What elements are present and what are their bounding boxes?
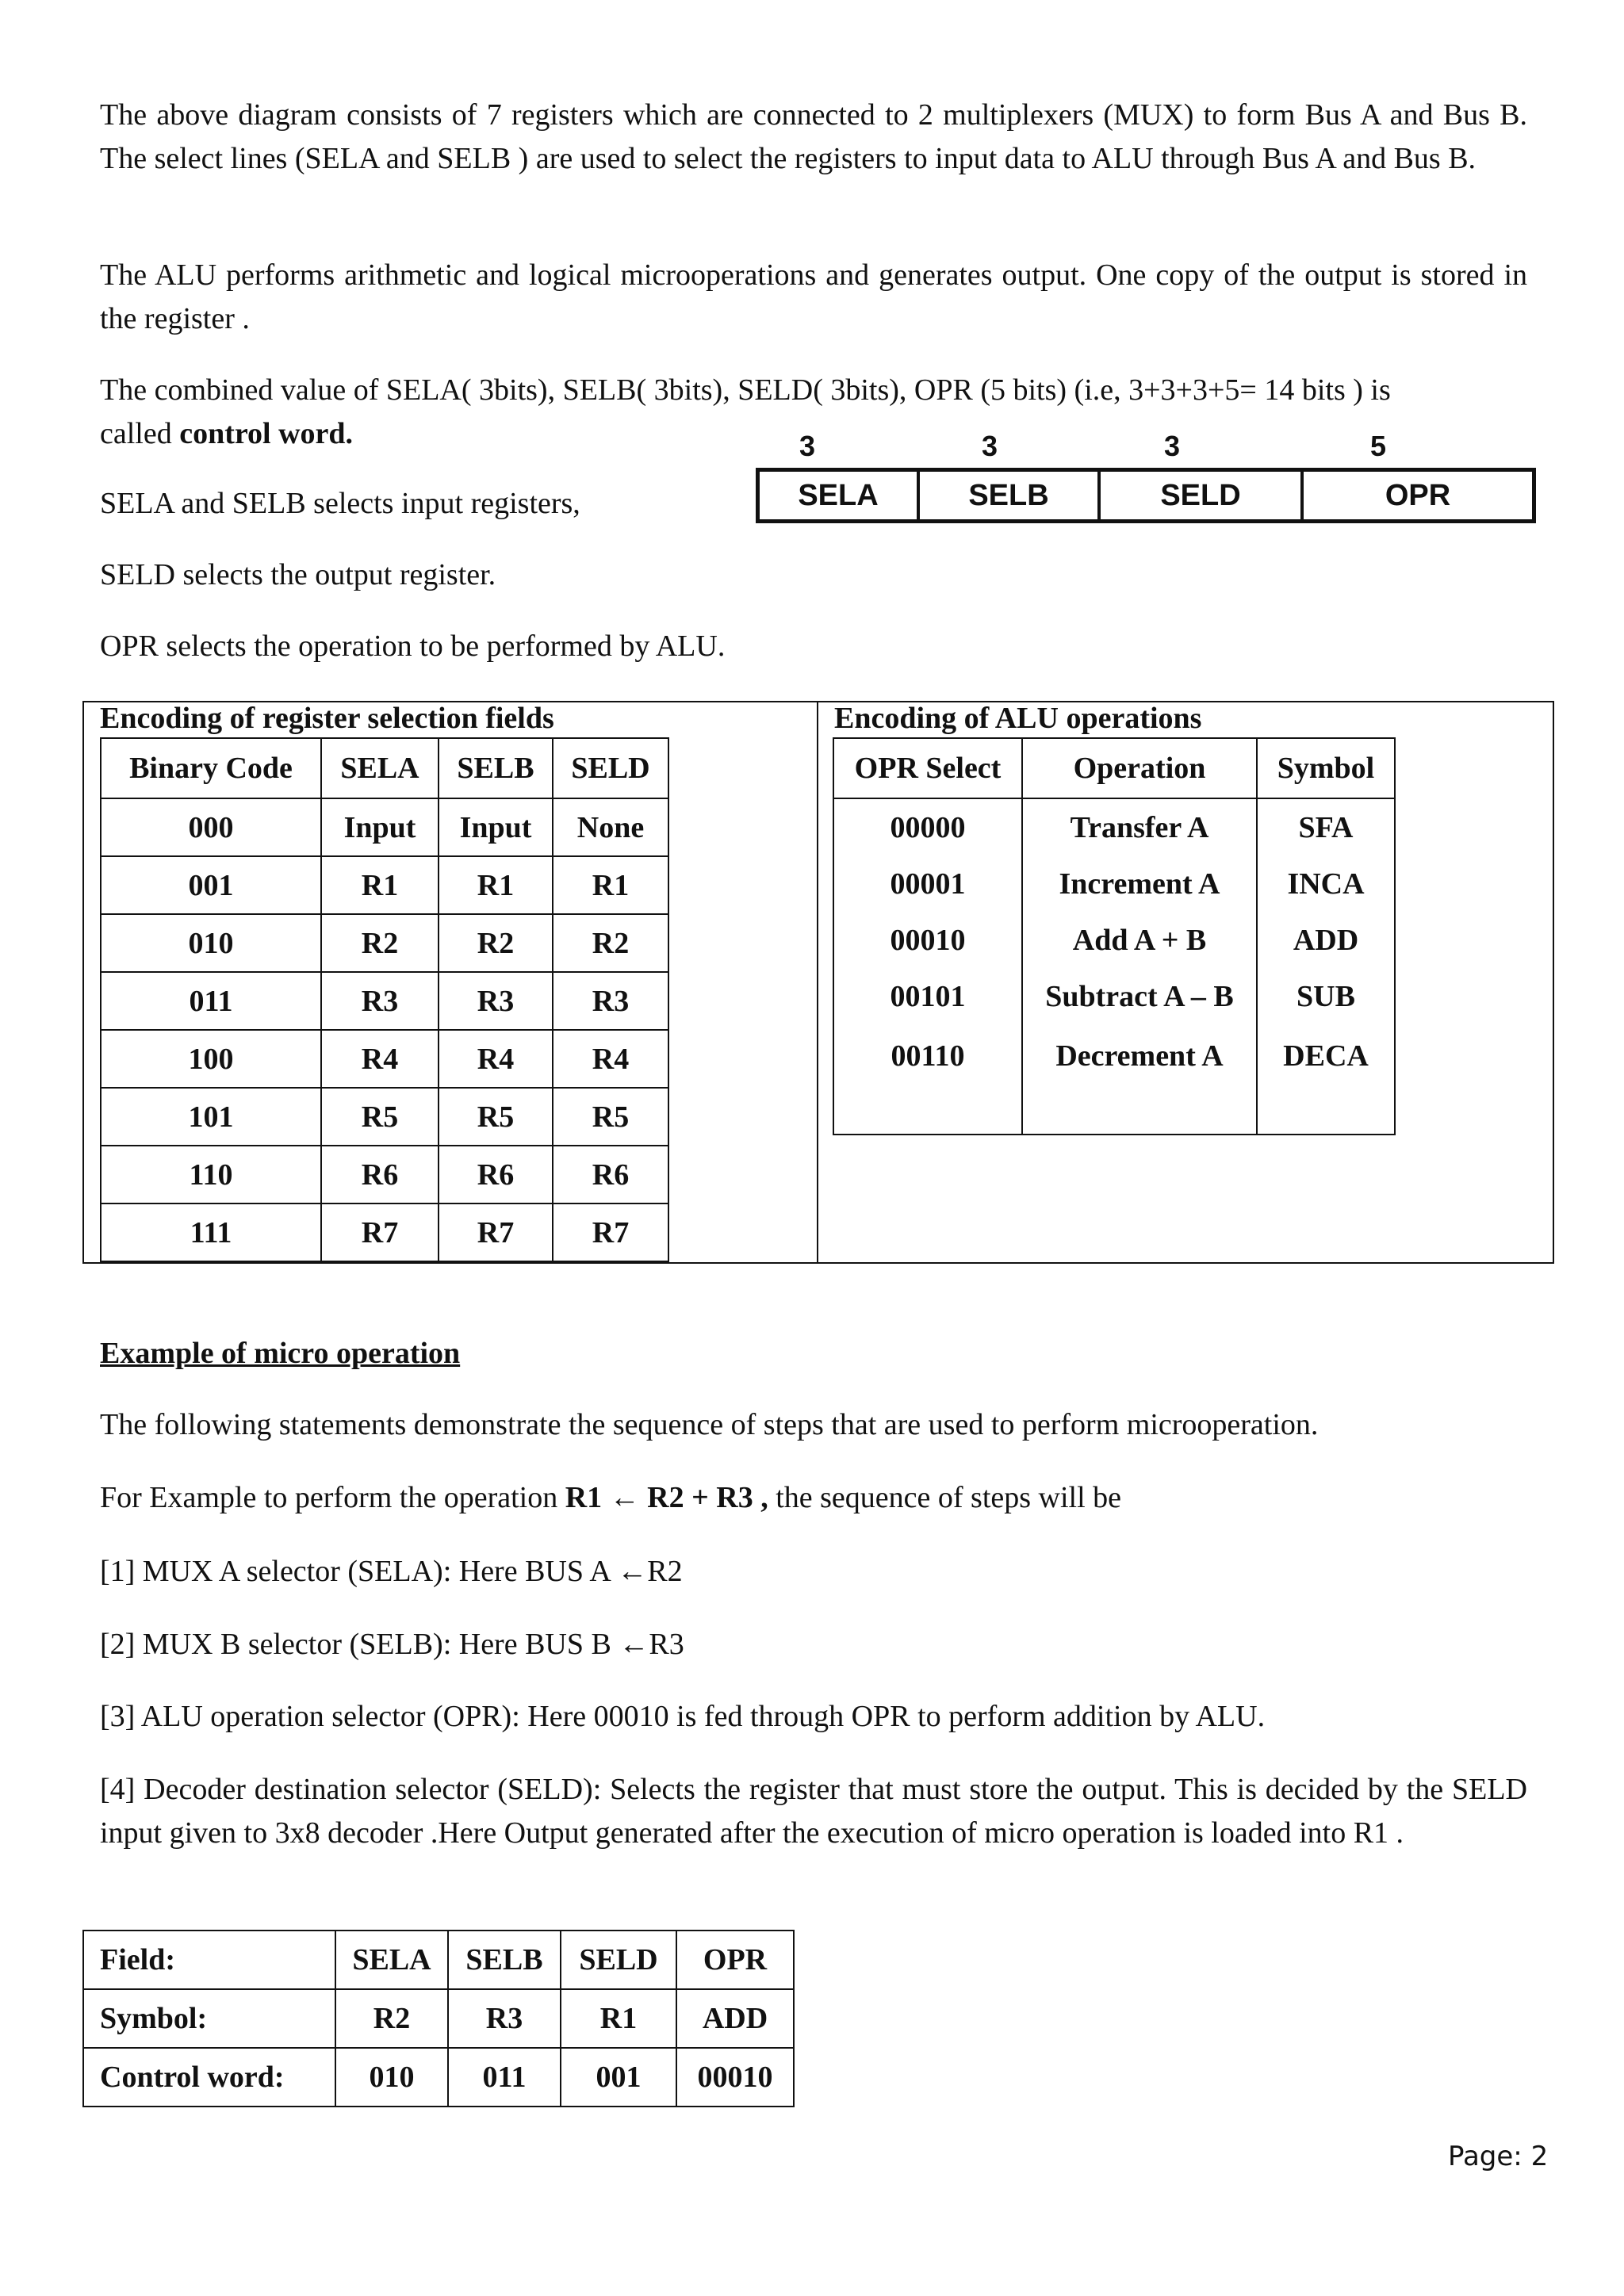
table-cell: 00110: [833, 1024, 1022, 1135]
table-cell: Field:: [83, 1931, 335, 1989]
example-step-2: [2] MUX B selector (SELB): Here BUS B ←R3: [100, 1628, 684, 1661]
table-cell: 011: [448, 2048, 561, 2107]
table-row: [83, 2048, 794, 2107]
column-header: Binary Code: [101, 738, 321, 798]
table-row: [101, 1088, 668, 1146]
table-cell: 101: [101, 1088, 321, 1146]
table-cell: 010: [335, 2048, 448, 2107]
table-cell: R7: [439, 1203, 553, 1261]
field-selb: SELB: [920, 472, 1101, 519]
table-cell: INCA: [1257, 855, 1395, 912]
table-row: [101, 1146, 668, 1203]
table-cell: R7: [321, 1203, 439, 1261]
table-cell: R2: [553, 914, 668, 972]
table-cell: 001: [101, 856, 321, 914]
bits-seld: 3: [1163, 430, 1181, 462]
table-cell: Subtract A – B: [1022, 968, 1257, 1024]
table-row: [101, 972, 668, 1030]
table-cell: OPR: [676, 1931, 794, 1989]
table-cell: 000: [101, 798, 321, 856]
intro-paragraph-1: The above diagram consists of 7 registers which are connected to 2 multiplexers (MUX) to form Bus A and Bus B. The select lines (SELA and SELB ) are used to select the registers to input data to ALU through Bus A and Bus B.: [100, 98, 1527, 175]
table-cell: R1: [561, 1989, 676, 2048]
example-step-1: [1] MUX A selector (SELA): Here BUS A ←R2: [100, 1555, 683, 1588]
column-header: OPR Select: [833, 738, 1022, 798]
table-row: [833, 855, 1395, 912]
table-cell: R3: [448, 1989, 561, 2048]
table-cell: SUB: [1257, 968, 1395, 1024]
bits-selb: 3: [981, 430, 998, 462]
table-cell: SFA: [1257, 798, 1395, 855]
table-cell: R6: [439, 1146, 553, 1203]
table-cell: R4: [439, 1030, 553, 1088]
table-row: [833, 798, 1395, 855]
table-cell: R2: [439, 914, 553, 972]
table-row: [101, 914, 668, 972]
intro-paragraph-3: The combined value of SELA( 3bits), SELB( 3bits), SELD( 3bits), OPR (5 bits) (i.e, 3+3+3+5= 14 bits ) is: [100, 373, 1391, 407]
table-row: [101, 798, 668, 856]
table-cell: 100: [101, 1030, 321, 1088]
table-cell: Symbol:: [83, 1989, 335, 2048]
column-header: Symbol: [1257, 738, 1395, 798]
table-cell: R4: [321, 1030, 439, 1088]
control-word-term: control word.: [179, 417, 354, 450]
column-header: Operation: [1022, 738, 1257, 798]
table-cell: Input: [321, 798, 439, 856]
table-cell: Increment A: [1022, 855, 1257, 912]
table-cell: R1: [321, 856, 439, 914]
table-cell: 00010: [833, 912, 1022, 968]
control-word-bit-widths: [760, 430, 1534, 461]
alu-encoding-table: [833, 737, 1396, 1135]
page-number: Page: 2: [1448, 2141, 1549, 2172]
encoding-tables-divider: [817, 701, 818, 1264]
table-row: [101, 1030, 668, 1088]
table-cell: R1: [553, 856, 668, 914]
table-row: [833, 1024, 1395, 1135]
field-sela: SELA: [760, 472, 920, 519]
intro-paragraph-3-cont: called control word.: [100, 417, 354, 450]
table-cell: R2: [335, 1989, 448, 2048]
table-row: [83, 1989, 794, 2048]
table-cell: R1: [439, 856, 553, 914]
field-seld: SELD: [1101, 472, 1304, 519]
table-row: [101, 856, 668, 914]
field-opr: OPR: [1385, 478, 1451, 512]
table-cell: SELA: [335, 1931, 448, 1989]
table-cell: None: [553, 798, 668, 856]
table-cell: 111: [101, 1203, 321, 1261]
alu-table-caption: Encoding of ALU operations: [834, 702, 1202, 735]
control-word-diagram: [756, 468, 1536, 523]
register-table-caption: Encoding of register selection fields: [100, 702, 554, 735]
column-header: SELD: [553, 738, 668, 798]
table-header-row: [833, 738, 1395, 798]
table-cell: DECA: [1257, 1024, 1395, 1135]
table-row: [833, 968, 1395, 1024]
table-cell: 00010: [676, 2048, 794, 2107]
table-cell: 001: [561, 2048, 676, 2107]
table-cell: R7: [553, 1203, 668, 1261]
column-header: SELA: [321, 738, 439, 798]
example-operation-line: For Example to perform the operation R1 ← R2 + R3 , the sequence of steps will be: [100, 1481, 1122, 1514]
table-cell: R5: [321, 1088, 439, 1146]
example-intro: The following statements demonstrate the sequence of steps that are used to perform microoperation.: [100, 1408, 1319, 1441]
table-cell: R5: [439, 1088, 553, 1146]
table-cell: SELB: [448, 1931, 561, 1989]
example-heading: Example of micro operation: [100, 1337, 461, 1370]
sela-selb-line: SELA and SELB selects input registers,: [100, 487, 580, 520]
table-cell: Transfer A: [1022, 798, 1257, 855]
table-cell: 00101: [833, 968, 1022, 1024]
register-encoding-table: [100, 737, 669, 1262]
table-cell: Add A + B: [1022, 912, 1257, 968]
example-control-word-table: [82, 1930, 795, 2107]
table-cell: R2: [321, 914, 439, 972]
table-cell: Control word:: [83, 2048, 335, 2107]
table-cell: R4: [553, 1030, 668, 1088]
table-cell: 00000: [833, 798, 1022, 855]
table-row: [83, 1931, 794, 1989]
column-header: SELB: [439, 738, 553, 798]
table-cell: 110: [101, 1146, 321, 1203]
table-cell: Input: [439, 798, 553, 856]
table-cell: ADD: [1257, 912, 1395, 968]
seld-line: SELD selects the output register.: [100, 558, 496, 591]
table-cell: 010: [101, 914, 321, 972]
operation-expression: R1 ← R2 + R3 ,: [565, 1481, 768, 1514]
table-cell: SELD: [561, 1931, 676, 1989]
table-cell: R3: [321, 972, 439, 1030]
example-step-3: [3] ALU operation selector (OPR): Here 00010 is fed through OPR to perform addition by ALU.: [100, 1700, 1266, 1733]
table-row: [833, 912, 1395, 968]
table-cell: ADD: [676, 1989, 794, 2048]
table-cell: Decrement A: [1022, 1024, 1257, 1135]
bits-sela: 3: [799, 430, 816, 462]
table-header-row: [101, 738, 668, 798]
table-cell: R3: [553, 972, 668, 1030]
table-row: [101, 1203, 668, 1261]
table-cell: R5: [553, 1088, 668, 1146]
intro-paragraph-2: The ALU performs arithmetic and logical microoperations and generates output. One copy of the output is stored in the register .: [100, 258, 1527, 335]
table-cell: R6: [553, 1146, 668, 1203]
table-cell: 00001: [833, 855, 1022, 912]
table-cell: R3: [439, 972, 553, 1030]
table-cell: R6: [321, 1146, 439, 1203]
table-cell: 011: [101, 972, 321, 1030]
example-step-4: [4] Decoder destination selector (SELD): Selects the register that must store the output. This is decided by the SELD input given to 3x8 decoder .Here Output generated after the execution of micro operation is loaded into R1 .: [100, 1773, 1527, 1850]
bits-opr: 5: [1369, 430, 1387, 462]
opr-line: OPR selects the operation to be performed by ALU.: [100, 629, 726, 663]
